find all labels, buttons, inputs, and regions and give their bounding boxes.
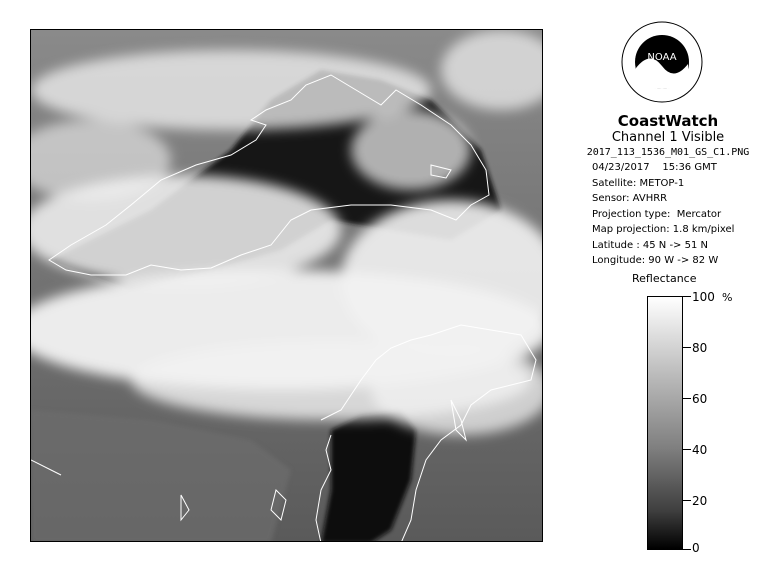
filename-label: 2017_113_1536_M01_GS_C1.PNG bbox=[586, 147, 750, 158]
colorbar-tick-label: 80 bbox=[692, 341, 708, 355]
sensor-label: Sensor: AVHRR bbox=[592, 193, 668, 204]
satellite-image bbox=[31, 30, 543, 542]
colorbar-tick-label: 20 bbox=[692, 494, 708, 508]
colorbar-tick bbox=[683, 500, 691, 501]
colorbar-tick-label: 100 bbox=[692, 290, 715, 304]
longitude-label: Longitude: 90 W -> 82 W bbox=[592, 255, 719, 266]
latitude-label: Latitude : 45 N -> 51 N bbox=[592, 239, 708, 251]
noaa-logo-text: NOAA bbox=[647, 52, 677, 63]
map-projection-label: Map projection: 1.8 km/pixel bbox=[592, 224, 735, 235]
datetime-label: 04/23/2017 15:36 GMT bbox=[592, 162, 717, 173]
colorbar-tick bbox=[683, 296, 691, 297]
satellite-map bbox=[30, 29, 543, 542]
colorbar-tick-label: 60 bbox=[692, 392, 708, 406]
colorbar bbox=[647, 296, 683, 550]
noaa-logo bbox=[620, 20, 704, 104]
channel-label: Channel 1 Visible bbox=[611, 130, 725, 145]
colorbar-title: Reflectance bbox=[632, 272, 697, 285]
satellite-label: Satellite: METOP-1 bbox=[592, 177, 685, 189]
brand-title: CoastWatch bbox=[617, 112, 719, 130]
colorbar-tick-label: 40 bbox=[692, 443, 708, 457]
colorbar-unit: % bbox=[722, 291, 733, 304]
colorbar-tick bbox=[683, 549, 691, 550]
colorbar-tick bbox=[683, 347, 691, 348]
colorbar-tick bbox=[683, 449, 691, 450]
projection-type-label: Projection type: Mercator bbox=[592, 208, 722, 220]
info-panel bbox=[560, 112, 776, 160]
colorbar-tick-label: 0 bbox=[692, 541, 700, 555]
colorbar-tick bbox=[683, 398, 691, 399]
metadata-list bbox=[592, 160, 782, 269]
